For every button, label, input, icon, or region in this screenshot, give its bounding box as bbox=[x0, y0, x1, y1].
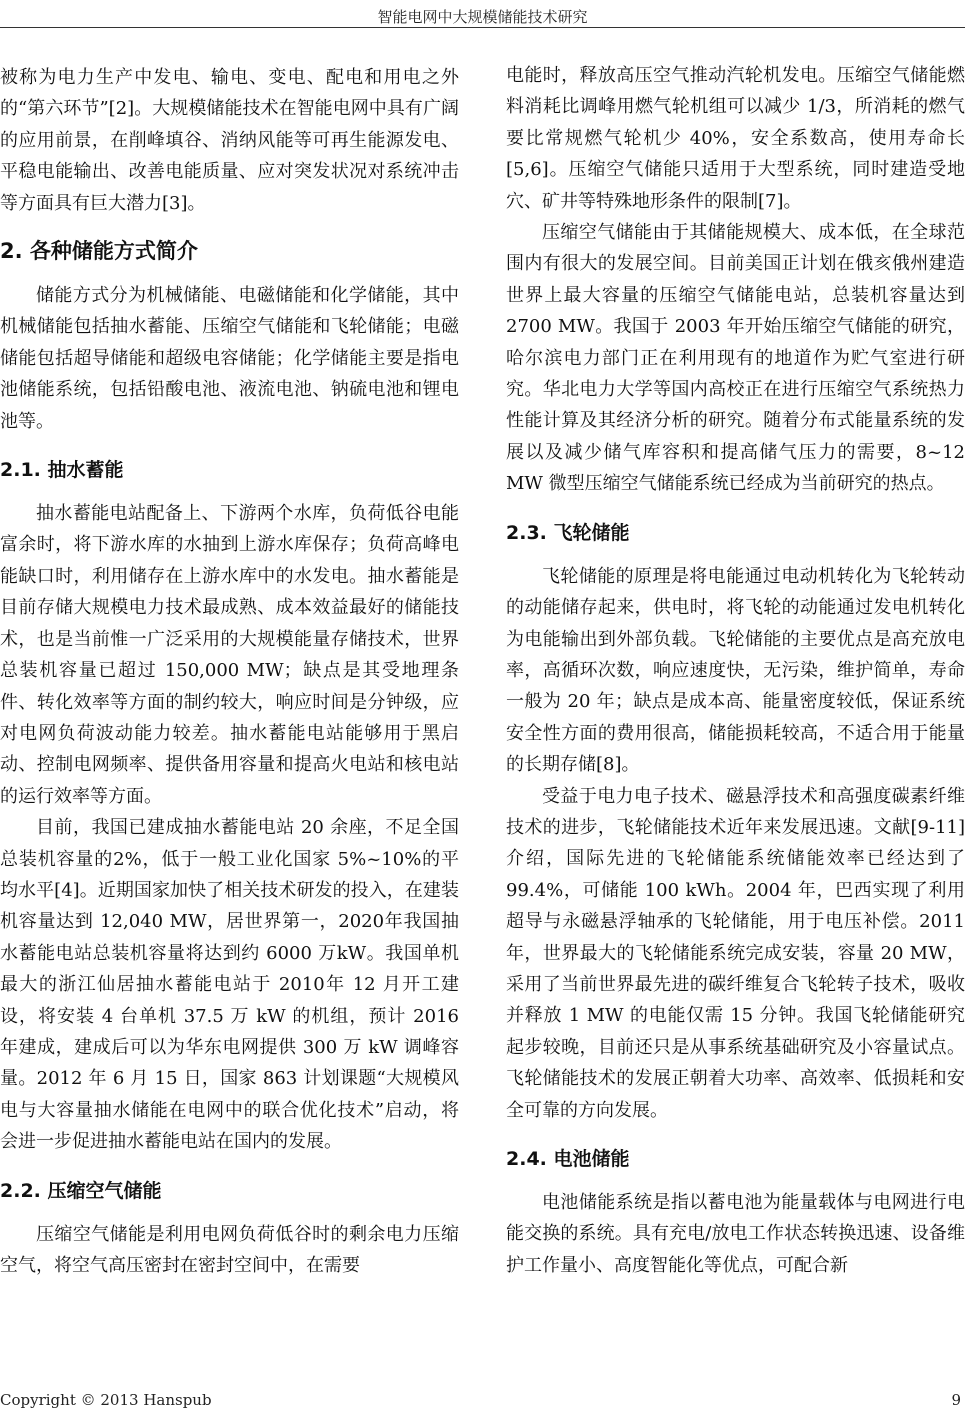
body-paragraph: 目前，我国已建成抽水蓄能电站 20 余座，不足全国总装机容量的2%，低于一般工业化国家 5%~10%的平均水平[4]。近期国家加快了相关技术研发的投入，在建装机容量达到 12,040 MW，居世界第一，2020年我国抽水蓄能电站总装机容量将达到约 6000 万kW。我国单机最大的浙江仙居抽水蓄能电站于 2010年 12 月开工建设，将安装 4 台单机 37.5 万 kW 的机组，预计 2016 年建成，建成后可以为华东电网提供 300 万 kW 调峰容量。2012 年 6 月 15 日，国家 863 计划课题“大规模风电与大容量抽水储能在电网中的联合优化技术”启动，将会进一步促进抽水蓄能电站在国内的发展。 bbox=[0, 817, 459, 1153]
left-column bbox=[0, 62, 459, 1281]
body-paragraph: 受益于电力电子技术、磁悬浮技术和高强度碳素纤维技术的进步，飞轮储能技术近年来发展迅速。文献[9-11]介绍，国际先进的飞轮储能系统储能效率已经达到了 99.4%，可储能 100 kWh。2004 年，巴西实现了利用超导与永磁悬浮轴承的飞轮储能，用于电压补偿。2011 年，世界最大的飞轮储能系统完成安装，容量 20 MW，采用了当前世界最先进的碳纤维复合飞轮转子技术，吸收并释放 1 MW 的电能仅需 15 分钟。我国飞轮储能研究起步较晚，目前还只是从事系统基础研究及小容量试点。飞轮储能技术的发展正朝着大功率、高效率、低损耗和安全可靠的方向发展。 bbox=[506, 785, 965, 1121]
body-paragraph: 压缩空气储能由于其储能规模大、成本低，在全球范围内有很大的发展空间。目前美国正计划在俄亥俄州建造世界上最大容量的压缩空气储能电站，总装机容量达到 2700 MW。我国于 2003 年开始压缩空气储能的研究，哈尔滨电力部门正在利用现有的地道作为贮气室进行研究。华北电力大学等国内高校正在进行压缩空气系统热力性能计算及其经济分析的研究。随着分布式能量系统的发展以及减少储气库容积和提高储气压力的需要，8~12 MW 微型压缩空气储能系统已经成为当前研究的热点。 bbox=[506, 222, 965, 495]
body-paragraph: 电能时，释放高压空气推动汽轮机发电。压缩空气储能燃料消耗比调峰用燃气轮机组可以减少 1/3，所消耗的燃气要比常规燃气轮机少 40%，安全系数高，使用寿命长[5,6]。压缩空气储能只适用于大型系统，同时建造受地穴、矿井等特殊地形条件的限制[7]。 bbox=[506, 65, 965, 212]
header-divider bbox=[0, 27, 965, 28]
copyright-footer: Copyright © 2013 Hanspub bbox=[0, 1391, 212, 1409]
body-paragraph: 抽水蓄能电站配备上、下游两个水库，负荷低谷电能富余时，将下游水库的水抽到上游水库保存；负荷高峰电能缺口时，利用储存在上游水库中的水发电。抽水蓄能是目前存储大规模电力技术最成熟、成本效益最好的储能技术，也是当前惟一广泛采用的大规模能量存储技术，世界总装机容量已超过 150,000 MW；缺点是其受地理条件、转化效率等方面的制约较大，响应时间是分钟级，应对电网负荷波动能力较差。抽水蓄能电站能够用于黑启动、控制电网频率、提供备用容量和提高火电站和核电站的运行效率等方面。 bbox=[0, 503, 459, 807]
page-number: 9 bbox=[951, 1391, 961, 1409]
body-paragraph: 压缩空气储能是利用电网负荷低谷时的剩余电力压缩空气，将空气高压密封在密封空间中，在需要 bbox=[0, 1223, 459, 1276]
subsection-heading: 2.2. 压缩空气储能 bbox=[0, 1179, 162, 1202]
section-heading: 2. 各种储能方式简介 bbox=[0, 239, 198, 264]
body-paragraph: 飞轮储能的原理是将电能通过电动机转化为飞轮转动的动能储存起来，供电时，将飞轮的动能通过发电机转化为电能输出到外部负载。飞轮储能的主要优点是高充放电率，高循环次数，响应速度快，无污染，维护简单，寿命一般为 20 年；缺点是成本高、能量密度较低，保证系统安全性方面的费用很高，储能损耗较高，不适合用于能量的长期存储[8]。 bbox=[506, 565, 965, 776]
right-column bbox=[506, 60, 965, 1281]
subsection-heading: 2.1. 抽水蓄能 bbox=[0, 459, 124, 482]
running-header: 智能电网中大规模储能技术研究 bbox=[377, 8, 588, 26]
body-paragraph: 电池储能系统是指以蓄电池为能量载体与电网进行电能交换的系统。具有充电/放电工作状态转换迅速、设备维护工作量小、高度智能化等优点，可配合新 bbox=[506, 1192, 965, 1276]
body-paragraph: 被称为电力生产中发电、输电、变电、配电和用电之外的“第六环节”[2]。大规模储能技术在智能电网中具有广阔的应用前景，在削峰填谷、消纳风能等可再生能源发电、平稳电能输出、改善电能质量、应对突发状况对系统冲击等方面具有巨大潜力[3]。 bbox=[0, 67, 459, 214]
subsection-heading: 2.4. 电池储能 bbox=[506, 1148, 630, 1170]
subsection-heading: 2.3. 飞轮储能 bbox=[506, 521, 630, 544]
body-paragraph: 储能方式分为机械储能、电磁储能和化学储能，其中机械储能包括抽水蓄能、压缩空气储能和飞轮储能；电磁储能包括超导储能和超级电容储能；化学储能主要是指电池储能系统，包括铅酸电池、液流电池、钠硫电池和锂电池等。 bbox=[0, 285, 459, 432]
